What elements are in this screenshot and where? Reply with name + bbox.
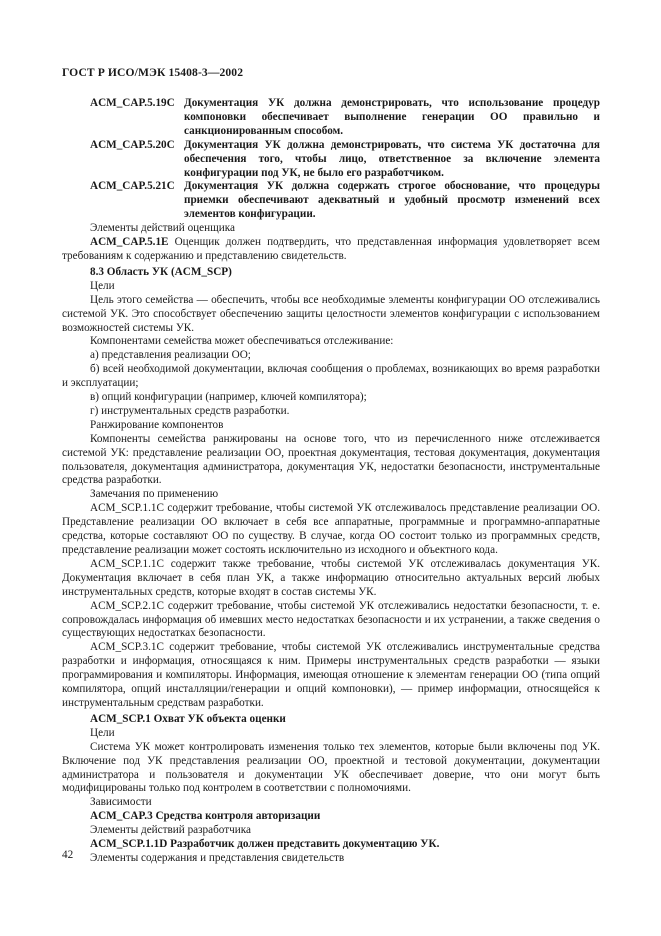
paragraph: ACM_SCP.1.1C содержит требование, чтобы системой УК отслеживалось представление реализации ОО. Представление реализации ОО включает в себя все аппаратные, программные и программно-аппаратные средства, которые составляют ОО по существу. В случае, когда ОО состоит только из программных средств, представление реализации может состоять исключительно из исходного и объектного кода. (62, 502, 600, 556)
developer-action-item: ACM_SCP.1.1D Разработчик должен представить документацию УК. (90, 838, 440, 851)
subheading-developer-actions: Элементы действий разработчика (90, 824, 251, 837)
requirement-code: ACM_CAP.5.21C (90, 180, 175, 193)
requirement-19c (62, 97, 600, 139)
section-heading-scp1: ACM_SCP.1 Охват УК объекта оценки (90, 712, 286, 725)
paragraph: ACM_SCP.3.1C содержит требование, чтобы системой УК отслеживались инструментальные средства разработки и информация, относящаяся к ним. Примеры инструментальных средств разработки — языки программирования и компиляторы. Информация, имеющая отношение к элементам генерации ОО (типа опций компилятора, опций инсталляции/генерации и опций компоновки), — пример информации, относящейся к инструментальным средствам разработки. (62, 641, 600, 709)
paragraph: Компонентами семейства может обеспечиваться отслеживание: (90, 335, 394, 348)
paragraph: Элементы действий оценщика (90, 222, 235, 235)
requirement-text: Документация УК должна демонстрировать, что использование процедур компоновки обеспечивает выполнение генерации ОО правильно и санкционированным способом. (184, 97, 600, 137)
requirement-20c (62, 139, 600, 181)
list-item: б) всей необходимой документации, включая сообщения о проблемах, возникающих во время разработки и эксплуатации; (62, 363, 600, 390)
subheading-notes: Замечания по применению (90, 488, 219, 501)
page-header: ГОСТ Р ИСО/МЭК 15408-3—2002 (62, 66, 244, 79)
requirement-text: Документация УК должна содержать строгое обоснование, что процедуры приемки обеспечивают адекватный и удобный просмотр изменений всех элементов конфигурации. (184, 180, 600, 221)
list-item: г) инструментальных средств разработки. (90, 404, 290, 417)
section-heading-8-3: 8.3 Область УК (ACM_SCP) (90, 265, 232, 278)
requirement-text: Документация УК должна демонстрировать, что система УК достаточна для обеспечения того, чтобы лицо, ответственное за включение элемента конфигурации под УК, не было его разработчиком. (184, 138, 600, 179)
subheading-ranking: Ранжирование компонентов (90, 418, 224, 431)
requirement-code: ACM_CAP.5.19C (90, 97, 175, 109)
element-code: ACM_CAP.5.1E (90, 236, 169, 249)
paragraph: ACM_SCP.1.1C содержит также требование, чтобы системой УК отслеживалась документация УК. Документация включает в себя план УК, а также информацию относительно актуальных версий любых инструментальных средств, которые входят в состав системы УК. (62, 557, 600, 598)
page-number: 42 (62, 849, 74, 861)
requirement-code: ACM_CAP.5.20C (90, 138, 175, 151)
subheading-content-elements: Элементы содержания и представления свидетельств (90, 851, 345, 864)
subheading-dependencies: Зависимости (90, 796, 152, 809)
paragraph: ACM_SCP.2.1C содержит требование, чтобы системой УК отслеживались недостатки безопасности, т. е. сопровождалась информация об имевших место недостатках безопасности и их устранении, а также сведения о существующих недостатках безопасности. (62, 599, 600, 640)
list-item: в) опций конфигурации (например, ключей компилятора); (90, 391, 367, 404)
subheading-goals: Цели (90, 279, 115, 292)
paragraph: Цель этого семейства — обеспечить, чтобы все необходимые элементы конфигурации ОО отслеживались системой УК. Это способствует обеспечению защиты целостности элементов конфигурации с использованием возможностей системы УК. (62, 293, 600, 334)
requirement-21c (62, 180, 600, 222)
element-text: Оценщик должен подтвердить, что представленная информация удовлетворяет всем требованиям к содержанию и представлению свидетельств. (62, 236, 600, 262)
paragraph: Компоненты семейства ранжированы на основе того, что из перечисленного ниже отслеживается системой УК: представление реализации ОО, проектная документация, тестовая документация, документация пользователя, документация администратора, документация УК, недостатки безопасности, инструментальные средства разработки. (62, 432, 600, 487)
page-body (62, 97, 600, 866)
subheading-goals: Цели (90, 726, 115, 739)
evaluator-action (62, 236, 600, 264)
paragraph: Система УК может контролировать изменения только тех элементов, которые были включены под УК. Включение под УК представления реализации ОО, проектной и тестовой документации, документации администратора и пользователя и документации УК обеспечивает доверие, что они могут быть модифицированы только под контролем в соответствии с полномочиями. (62, 740, 600, 795)
dependency-item: ACM_CAP.3 Средства контроля авторизации (90, 810, 321, 823)
list-item: а) представления реализации ОО; (90, 349, 251, 362)
